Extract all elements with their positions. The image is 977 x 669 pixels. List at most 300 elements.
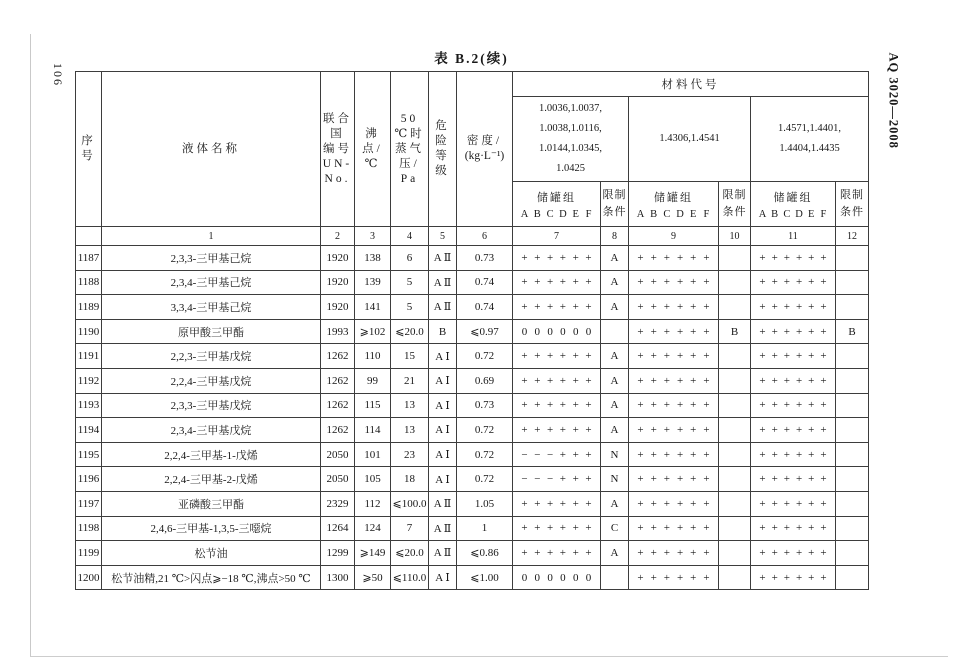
cell-limit-3 xyxy=(836,295,869,320)
cell-limit-1: A xyxy=(601,491,629,516)
cell-density: 0.72 xyxy=(457,344,513,369)
glyph: + xyxy=(585,350,592,363)
cell-limit-1: A xyxy=(601,295,629,320)
cell-limit-3 xyxy=(836,393,869,418)
cell-danger-class: A Ⅰ xyxy=(429,393,457,418)
glyph: + xyxy=(650,546,657,559)
glyph: + xyxy=(572,399,579,412)
tank-group-marks xyxy=(751,473,835,485)
tank-group-marks xyxy=(751,522,835,534)
glyph: + xyxy=(650,325,657,338)
cell-tank-group-1 xyxy=(513,344,601,369)
glyph: + xyxy=(572,423,579,436)
glyph: − xyxy=(521,473,528,486)
glyph: + xyxy=(820,325,827,338)
cell-tank-group-2 xyxy=(629,295,719,320)
tank-group-marks xyxy=(513,547,600,559)
glyph: + xyxy=(637,546,644,559)
glyph: + xyxy=(559,300,566,313)
glyph: + xyxy=(783,522,790,535)
cell-tank-group-2 xyxy=(629,541,719,566)
glyph: + xyxy=(534,522,541,535)
glyph: + xyxy=(808,300,815,313)
glyph: + xyxy=(559,276,566,289)
cell-density: 0.72 xyxy=(457,442,513,467)
glyph: + xyxy=(759,374,766,387)
glyph: + xyxy=(650,399,657,412)
glyph: + xyxy=(546,399,554,412)
glyph: + xyxy=(759,473,766,486)
cell-boiling-point: 124 xyxy=(355,516,391,541)
cell-un-no: 2050 xyxy=(321,442,355,467)
tank-group-3-label: 储罐组 xyxy=(773,192,813,204)
glyph: + xyxy=(690,423,697,436)
glyph: + xyxy=(521,522,528,535)
danger-line-1: 危险 xyxy=(435,120,450,147)
glyph: + xyxy=(546,374,554,387)
tank-group-marks xyxy=(629,375,718,387)
cell-liquid-name: 松节油 xyxy=(102,541,321,566)
glyph: + xyxy=(521,374,528,387)
cell-tank-group-3 xyxy=(751,368,836,393)
glyph: + xyxy=(795,423,803,436)
cell-tank-group-3 xyxy=(751,270,836,295)
cell-tank-group-3 xyxy=(751,491,836,516)
cell-boiling-point: 110 xyxy=(355,344,391,369)
cell-tank-group-2 xyxy=(629,565,719,590)
header-danger-class xyxy=(429,72,457,227)
column-number-6: 6 xyxy=(457,227,513,246)
cell-boiling-point: ⩾149 xyxy=(355,541,391,566)
glyph: + xyxy=(759,448,766,461)
glyph: + xyxy=(771,522,778,535)
header-vapor-pressure xyxy=(391,72,429,227)
cell-boiling-point: 99 xyxy=(355,368,391,393)
cell-un-no: 1262 xyxy=(321,344,355,369)
header-serial-label: 序号 xyxy=(81,135,96,162)
cell-limit-1: N xyxy=(601,442,629,467)
tank-group-1-label: 储罐组 xyxy=(537,192,576,204)
glyph: + xyxy=(637,522,644,535)
glyph: + xyxy=(703,251,710,264)
cell-serial: 1199 xyxy=(76,541,102,566)
cell-un-no: 2050 xyxy=(321,467,355,492)
table-row xyxy=(76,368,869,393)
glyph: + xyxy=(795,497,803,510)
glyph: + xyxy=(663,497,670,510)
cell-serial: 1190 xyxy=(76,319,102,344)
cell-liquid-name: 2,2,4-三甲基-1-戊烯 xyxy=(102,442,321,467)
glyph: + xyxy=(663,251,670,264)
glyph: + xyxy=(534,300,541,313)
density-line-1: 密度/ xyxy=(466,135,503,147)
glyph: + xyxy=(795,399,803,412)
cell-tank-group-1 xyxy=(513,418,601,443)
limit-3-line-2: 条件 xyxy=(840,206,865,218)
tank-group-marks xyxy=(751,449,835,461)
glyph: + xyxy=(585,374,592,387)
glyph: + xyxy=(820,374,827,387)
glyph: − xyxy=(534,448,541,461)
tank-group-marks xyxy=(513,276,600,288)
cell-un-no: 1264 xyxy=(321,516,355,541)
cell-danger-class: B xyxy=(429,319,457,344)
glyph: + xyxy=(546,251,554,264)
un-line-1: 联合国 xyxy=(323,112,352,140)
tank-group-marks xyxy=(629,276,718,288)
glyph: + xyxy=(771,300,778,313)
glyph: 0 xyxy=(534,571,541,584)
glyph: + xyxy=(534,399,541,412)
cell-serial: 1195 xyxy=(76,442,102,467)
tank-group-marks xyxy=(629,449,718,461)
cell-tank-group-1 xyxy=(513,393,601,418)
glyph: + xyxy=(650,497,657,510)
glyph: + xyxy=(676,546,684,559)
glyph: + xyxy=(650,473,657,486)
danger-line-2: 等级 xyxy=(435,150,450,177)
glyph: + xyxy=(534,423,541,436)
glyph: + xyxy=(808,497,815,510)
material-group-3-codes xyxy=(751,97,869,182)
glyph: + xyxy=(572,374,579,387)
cell-liquid-name: 2,3,4-三甲基己烷 xyxy=(102,270,321,295)
glyph: + xyxy=(703,300,710,313)
glyph: + xyxy=(650,571,657,584)
glyph: + xyxy=(572,276,579,289)
group1-codes-line-1: 1.0036,1.0037, xyxy=(539,103,602,114)
tank-group-marks xyxy=(629,301,718,313)
tank-group-marks xyxy=(751,547,835,559)
tank-group-3-header xyxy=(751,182,836,227)
glyph: + xyxy=(703,276,710,289)
glyph: + xyxy=(771,473,778,486)
glyph: + xyxy=(771,251,778,264)
cell-density: 0.74 xyxy=(457,295,513,320)
glyph: + xyxy=(690,522,697,535)
cell-liquid-name: 2,2,3-三甲基戊烷 xyxy=(102,344,321,369)
cell-tank-group-3 xyxy=(751,246,836,271)
glyph: + xyxy=(521,497,528,510)
glyph: + xyxy=(771,571,778,584)
glyph: + xyxy=(771,350,778,363)
column-number-8: 8 xyxy=(601,227,629,246)
glyph: + xyxy=(783,276,790,289)
column-number-11: 11 xyxy=(751,227,836,246)
glyph: + xyxy=(703,546,710,559)
glyph: + xyxy=(663,448,670,461)
cell-danger-class: A Ⅰ xyxy=(429,467,457,492)
glyph: + xyxy=(795,350,803,363)
glyph: + xyxy=(759,276,766,289)
cell-density: 0.73 xyxy=(457,393,513,418)
group1-codes-line-4: 1.0425 xyxy=(556,163,585,174)
glyph: + xyxy=(650,423,657,436)
glyph: + xyxy=(637,325,644,338)
bp-line-2: ℃ xyxy=(364,157,381,170)
glyph: + xyxy=(637,423,644,436)
glyph: + xyxy=(771,325,778,338)
glyph: + xyxy=(808,374,815,387)
glyph: + xyxy=(521,276,528,289)
tank-group-marks xyxy=(629,399,718,411)
table-title: 表 B.2(续) xyxy=(434,51,509,66)
glyph: + xyxy=(637,497,644,510)
cell-danger-class: A Ⅰ xyxy=(429,344,457,369)
header-material-code: 材料代号 xyxy=(513,72,869,97)
glyph: + xyxy=(808,251,815,264)
cell-limit-2 xyxy=(719,565,751,590)
cell-tank-group-3 xyxy=(751,565,836,590)
cell-vapor-pressure: 5 xyxy=(391,295,429,320)
tank-group-1-header xyxy=(513,182,601,227)
cell-limit-3 xyxy=(836,344,869,369)
glyph: + xyxy=(650,448,657,461)
cell-tank-group-1 xyxy=(513,270,601,295)
glyph: + xyxy=(521,350,528,363)
limit-3-line-1: 限制 xyxy=(840,189,865,201)
glyph: + xyxy=(559,423,566,436)
glyph: E xyxy=(690,209,697,220)
cell-danger-class: A Ⅰ xyxy=(429,368,457,393)
glyph: B xyxy=(650,209,658,220)
glyph: + xyxy=(759,497,766,510)
limit-1-header xyxy=(601,182,629,227)
cell-limit-2 xyxy=(719,541,751,566)
glyph: + xyxy=(559,522,566,535)
column-number-12: 12 xyxy=(836,227,869,246)
glyph: + xyxy=(820,251,827,264)
tank-group-1-letters xyxy=(513,209,600,220)
glyph: + xyxy=(783,497,790,510)
cell-tank-group-1 xyxy=(513,319,601,344)
cell-tank-group-1 xyxy=(513,491,601,516)
glyph: + xyxy=(572,522,579,535)
cell-liquid-name: 3,3,4-三甲基己烷 xyxy=(102,295,321,320)
glyph: + xyxy=(759,399,766,412)
cell-limit-2 xyxy=(719,418,751,443)
glyph: + xyxy=(650,374,657,387)
glyph: + xyxy=(759,423,766,436)
cell-un-no: 1300 xyxy=(321,565,355,590)
tank-group-marks xyxy=(513,424,600,436)
cell-tank-group-3 xyxy=(751,344,836,369)
glyph: 0 xyxy=(585,571,592,584)
glyph: + xyxy=(559,448,566,461)
cell-vapor-pressure: 5 xyxy=(391,270,429,295)
glyph: + xyxy=(690,325,697,338)
cell-tank-group-3 xyxy=(751,516,836,541)
cell-boiling-point: 114 xyxy=(355,418,391,443)
glyph: + xyxy=(637,276,644,289)
glyph: + xyxy=(572,497,579,510)
column-number-5: 5 xyxy=(429,227,457,246)
glyph: + xyxy=(783,448,790,461)
glyph: + xyxy=(759,350,766,363)
glyph: + xyxy=(808,473,815,486)
tank-group-marks xyxy=(629,498,718,510)
cell-serial: 1197 xyxy=(76,491,102,516)
standard-code: AQ 3020—2008 xyxy=(886,52,901,149)
tank-group-marks xyxy=(751,301,835,313)
glyph: + xyxy=(676,325,684,338)
tank-group-marks xyxy=(513,473,600,485)
cell-boiling-point: 115 xyxy=(355,393,391,418)
glyph: + xyxy=(808,399,815,412)
glyph: + xyxy=(703,473,710,486)
glyph: + xyxy=(690,448,697,461)
glyph: + xyxy=(783,423,790,436)
table-row xyxy=(76,442,869,467)
cell-tank-group-1 xyxy=(513,295,601,320)
glyph: + xyxy=(572,473,579,486)
glyph: + xyxy=(521,251,528,264)
cell-boiling-point: ⩾50 xyxy=(355,565,391,590)
cell-density: ⩽1.00 xyxy=(457,565,513,590)
cell-limit-2 xyxy=(719,246,751,271)
glyph: + xyxy=(771,448,778,461)
glyph: + xyxy=(559,251,566,264)
glyph: + xyxy=(521,399,528,412)
glyph: + xyxy=(676,350,684,363)
glyph: + xyxy=(703,423,710,436)
glyph: + xyxy=(546,522,554,535)
cell-liquid-name: 2,4,6-三甲基-1,3,5-三噁烷 xyxy=(102,516,321,541)
cell-boiling-point: 138 xyxy=(355,246,391,271)
cell-limit-3: B xyxy=(836,319,869,344)
tank-group-2-header xyxy=(629,182,719,227)
cell-un-no: 1920 xyxy=(321,246,355,271)
glyph: + xyxy=(585,399,592,412)
glyph: + xyxy=(637,350,644,363)
glyph: + xyxy=(676,522,684,535)
glyph: + xyxy=(703,571,710,584)
tank-group-marks xyxy=(513,350,600,362)
tank-group-marks xyxy=(513,301,600,313)
cell-danger-class: A Ⅱ xyxy=(429,270,457,295)
header-liquid-name xyxy=(102,72,321,227)
cell-limit-2 xyxy=(719,467,751,492)
column-number-4: 4 xyxy=(391,227,429,246)
tank-group-marks xyxy=(751,424,835,436)
glyph: + xyxy=(783,300,790,313)
tank-group-marks xyxy=(751,252,835,264)
glyph: + xyxy=(795,325,803,338)
column-number-9: 9 xyxy=(629,227,719,246)
glyph: B xyxy=(533,209,541,220)
page-number: 106 xyxy=(51,63,65,87)
tank-group-marks xyxy=(751,326,835,338)
glyph: + xyxy=(690,399,697,412)
glyph: + xyxy=(783,374,790,387)
glyph: + xyxy=(663,399,670,412)
cell-limit-1 xyxy=(601,319,629,344)
cell-tank-group-3 xyxy=(751,418,836,443)
glyph: + xyxy=(676,251,684,264)
glyph: + xyxy=(820,497,827,510)
glyph: + xyxy=(676,473,684,486)
column-number-1: 1 xyxy=(102,227,321,246)
cell-limit-2 xyxy=(719,270,751,295)
glyph: + xyxy=(637,473,644,486)
glyph: + xyxy=(546,497,554,510)
cell-liquid-name: 2,3,4-三甲基戊烷 xyxy=(102,418,321,443)
glyph: E xyxy=(808,209,815,220)
cell-limit-2 xyxy=(719,295,751,320)
table-row xyxy=(76,467,869,492)
glyph: A xyxy=(520,209,529,220)
glyph: + xyxy=(534,546,541,559)
glyph: + xyxy=(676,374,684,387)
glyph: + xyxy=(783,473,790,486)
glyph: + xyxy=(808,276,815,289)
cell-vapor-pressure: 6 xyxy=(391,246,429,271)
tank-group-marks xyxy=(513,326,600,338)
glyph: + xyxy=(650,350,657,363)
cell-danger-class: A Ⅱ xyxy=(429,541,457,566)
glyph: 0 xyxy=(560,325,566,338)
cell-vapor-pressure: 13 xyxy=(391,418,429,443)
cell-danger-class: A Ⅱ xyxy=(429,295,457,320)
cell-un-no: 1299 xyxy=(321,541,355,566)
header-density xyxy=(457,72,513,227)
cell-liquid-name: 2,2,4-三甲基戊烷 xyxy=(102,368,321,393)
cell-serial: 1188 xyxy=(76,270,102,295)
glyph: + xyxy=(534,374,541,387)
glyph: + xyxy=(585,276,592,289)
cell-serial: 1198 xyxy=(76,516,102,541)
tank-group-marks xyxy=(751,399,835,411)
glyph: + xyxy=(783,350,790,363)
glyph: + xyxy=(783,546,790,559)
glyph: + xyxy=(783,399,790,412)
limit-3-header xyxy=(836,182,869,227)
cell-serial: 1191 xyxy=(76,344,102,369)
tank-group-marks xyxy=(629,326,718,338)
glyph: + xyxy=(820,546,827,559)
glyph: + xyxy=(703,374,710,387)
glyph: + xyxy=(637,399,644,412)
cell-tank-group-1 xyxy=(513,368,601,393)
tank-group-2-label: 储罐组 xyxy=(654,192,693,204)
tank-group-marks xyxy=(629,350,718,362)
glyph: + xyxy=(820,571,827,584)
glyph: + xyxy=(690,374,697,387)
tank-group-marks xyxy=(629,473,718,485)
cell-limit-2 xyxy=(719,368,751,393)
cell-limit-1: N xyxy=(601,467,629,492)
cell-tank-group-3 xyxy=(751,442,836,467)
cell-tank-group-3 xyxy=(751,393,836,418)
material-group-1-codes xyxy=(513,97,629,182)
cell-density: ⩽0.86 xyxy=(457,541,513,566)
glyph: + xyxy=(521,546,528,559)
glyph: + xyxy=(572,251,579,264)
table-row xyxy=(76,418,869,443)
limit-1-line-2: 条件 xyxy=(602,206,627,218)
glyph: + xyxy=(546,423,554,436)
cell-liquid-name: 原甲酸三甲酯 xyxy=(102,319,321,344)
bp-line-1: 沸点/ xyxy=(362,127,383,155)
glyph: + xyxy=(703,522,710,535)
tank-group-marks xyxy=(513,252,600,264)
cell-boiling-point: 112 xyxy=(355,491,391,516)
glyph: + xyxy=(771,497,778,510)
glyph: + xyxy=(759,251,766,264)
glyph: + xyxy=(637,300,644,313)
cell-tank-group-2 xyxy=(629,344,719,369)
glyph: + xyxy=(820,473,827,486)
